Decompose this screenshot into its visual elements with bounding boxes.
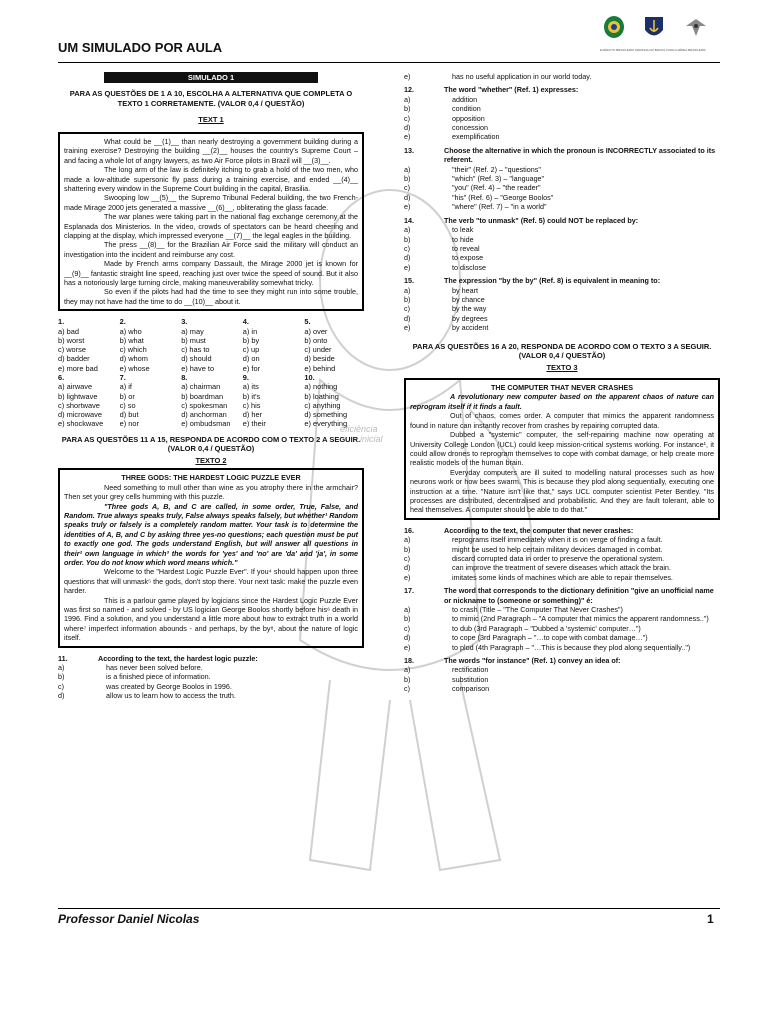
question-18: 18. The words "for instance" (Ref. 1) convey an idea of: xyxy=(404,656,621,666)
option: a) has never been solved before. xyxy=(58,663,203,672)
option: c) "you" (Ref. 4) – "the reader" xyxy=(404,183,541,193)
question-16: 16. According to the text, the computer that never crashes: xyxy=(404,525,634,535)
option: c) discard corrupted data in order to preserve the operational system. xyxy=(404,553,665,563)
text2-paragraph: Welcome to the "Hardest Logic Puzzle Ever". If you⁴ should happen upon three questions that will unmask⁵ the gods, don't stop there. Your next task: make the puzzle even harder. xyxy=(64,567,358,596)
question-options: 1. a) bad b) worst c) worse d) badder e) more bad xyxy=(58,317,98,373)
option: b) by chance xyxy=(404,294,485,304)
text1-box xyxy=(58,132,364,311)
question-options: 5. a) over b) onto c) under d) beside e) behind xyxy=(304,317,336,373)
footer-author: Professor Daniel Nicolas xyxy=(58,912,200,926)
option: c) to dub (3rd Paragraph – "Dubbed a 'systemic' computer…") xyxy=(404,623,641,633)
option: e) imitates some kinds of machines which are able to repair themselves. xyxy=(404,572,673,582)
option: c) opposition xyxy=(404,113,485,123)
option: d) by degrees xyxy=(404,313,488,323)
text2-label: TEXTO 2 xyxy=(195,455,227,465)
option: d) can improve the treatment of severe diseases which attack the brain. xyxy=(404,563,671,573)
text1-paragraph: The war planes were taking part in the national flag exchange ceremony at the Esplanada dos Ministerios. In the video, crowds of spectators can be heard cheering and clapping at the display, which impressed everyone __(7)__ the legal eagles in the building. xyxy=(64,212,358,240)
question-options: 4. a) in b) by c) up d) on e) for xyxy=(242,317,261,373)
question-12: 12. The word "whether" (Ref. 1) expresses: xyxy=(404,85,579,95)
option: b) condition xyxy=(404,104,481,114)
text3-subtitle: A revolutionary new computer based on the apparent chaos of nature can reprogram itself if it finds a fault. xyxy=(410,392,714,411)
answer-options-1-5 xyxy=(58,317,364,429)
footer-divider xyxy=(58,908,720,909)
simulado-title: SIMULADO 1 xyxy=(104,72,318,83)
question-14: 14. The verb "to unmask" (Ref. 5) could NOT be replaced by: xyxy=(404,215,639,225)
option: a) rectification xyxy=(404,665,489,675)
watermark-text: eficiência inicial xyxy=(340,424,383,444)
air-force-emblem-icon xyxy=(684,14,708,42)
option: c) comparison xyxy=(404,684,490,694)
text1-paragraph: The long arm of the law is definitely itching to grab a hold of the two men, who made a low-altitude supersonic fly pass during a training exercise, and ended __(4)__ shattering every window in the Supreme Court building in the capital, Brasilia. xyxy=(64,165,358,193)
option: b) "which" (Ref. 3) – "language" xyxy=(404,174,545,184)
navy-emblem-icon xyxy=(642,14,666,42)
option: b) to hide xyxy=(404,234,474,244)
option: e) to plod (4th Paragraph – "…This is because they plod along sequentially..") xyxy=(404,642,691,652)
option: d) concession xyxy=(404,123,488,133)
option: d) allow us to learn how to access the truth. xyxy=(58,691,236,701)
question-options: 9. a) its b) it's c) his d) her e) their xyxy=(242,373,266,429)
text3-paragraph: Everyday computers are ill suited to modelling natural processes such as how neurons work or how bees swarm. This is because they plod along sequentially, executing one instruction at a time. "Nature isn't like that," says UCL computer scientist Peter Bentley. "Its processes are distributed, decentralised and probabilistic. And they are fault tolerant, able to heal themselves. A computer should be able to do that." xyxy=(410,467,714,515)
instruction-3: PARA AS QUESTÕES 16 A 20, RESPONDA DE ACORDO COM O TEXTO 3 A SEGUIR. (VALOR 0,4 / QUESTÃO) xyxy=(412,341,712,361)
question-options: 6. a) airwave b) lightwave c) shortwave d) microwave e) shockwave xyxy=(58,373,104,429)
question-options: 8. a) chairman b) boardman c) spokesman d) anchorman e) ombudsman xyxy=(181,373,231,429)
option: a) to crash (Title – "The Computer That Never Crashes") xyxy=(404,605,623,614)
option: c) by the way xyxy=(404,304,487,314)
option: b) is a finished piece of information. xyxy=(58,672,211,682)
question-options: 7. a) if b) or c) so d) but e) nor xyxy=(119,373,139,429)
left-column xyxy=(58,72,364,701)
text1-paragraph: What could be __(1)__ than nearly destroying a government building during a training exercise? Destroying the building __(2)__ houses the country's Supreme Court – and facing a whole lot of angry lawyers, as two Air Force pilots in Brazil will __(3)__. xyxy=(64,136,358,165)
right-column xyxy=(404,72,720,694)
header-logos xyxy=(600,12,720,58)
text3-paragraph: Out of chaos, comes order. A computer that mimics the apparent randomness found in nature can instantly recover from crashes by repairing corrupted data. xyxy=(410,411,714,430)
option: e) exemplification xyxy=(404,132,500,142)
option: e) has no useful application in our world today. xyxy=(404,72,592,81)
option: a) by heart xyxy=(404,285,478,295)
text1-paragraph: The press __(8)__ for the Brazilian Air Force said the military will conduct an investigation into the incident and reimburse any cost. xyxy=(64,240,358,259)
option: b) might be used to help certain military devices damaged in combat. xyxy=(404,544,663,554)
text3-paragraph: Dubbed a "systemic" computer, the self-repairing machine now operating at University College London (UCL) could keep mission-critical systems working. For instance¹, it could allow drones to reprogram themselves to cope with combat damage, or help create more realistic models of the human brain. xyxy=(410,430,714,468)
option: d) "his" (Ref. 6) – "George Boolos" xyxy=(404,192,554,202)
text1-paragraph: Made by French arms company Dassault, the Mirage 2000 jet is known for __(9)__ fantastic straight line speed, reaching just over twice the speed of sound. But it also has a notoriously large turning circle, making maneuverability somewhat tricky. xyxy=(64,259,358,287)
question-15: 15. The expression "by the by" (Ref. 8) is equivalent in meaning to: xyxy=(404,276,661,286)
text1-paragraph: So even if the pilots had had the time to see they might run into some trouble, they may not have had the time to do __(10)__ about it. xyxy=(64,287,358,306)
text2-paragraph: Need something to mull other than wine as you atrophy there in the armchair? Then set your grey cells humming with this puzzle. xyxy=(64,482,358,502)
text3-box xyxy=(404,378,720,520)
option: a) "their" (Ref. 2) – "questions" xyxy=(404,164,541,174)
army-emblem-icon xyxy=(602,14,626,42)
question-11: 11. According to the text, the hardest logic puzzle: xyxy=(58,653,258,663)
question-options: 10. a) nothing b) loathing c) anything d) something e) everything xyxy=(304,373,348,429)
option: b) to mimic (2nd Paragraph – "A computer that mimics the apparent randomness..") xyxy=(404,614,709,624)
option: a) to leak xyxy=(404,225,474,235)
option: e) by accident xyxy=(404,323,489,333)
header-divider xyxy=(58,62,720,63)
option: e) "where" (Ref. 7) – "in a world" xyxy=(404,202,547,212)
option: b) substitution xyxy=(404,674,489,684)
option: c) was created by George Boolos in 1996. xyxy=(58,681,232,691)
text2-title: THREE GODS: THE HARDEST LOGIC PUZZLE EVER xyxy=(121,473,301,483)
option: d) to cope (3rd Paragraph – "…to cope with combat damage…") xyxy=(404,633,648,643)
instruction-1: PARA AS QUESTÕES DE 1 A 10, ESCOLHA A ALTERNATIVA QUE COMPLETA O TEXTO 1 CORRETAMENTE. (VALOR 0,4 / QUESTÃO) xyxy=(69,89,353,108)
question-options: 3. a) may b) must c) has to d) should e) have to xyxy=(181,317,215,373)
option: a) reprograms itself immediately when it is on verge of finding a fault. xyxy=(404,535,663,545)
text1-label: TEXT 1 xyxy=(198,115,224,125)
option: c) to reveal xyxy=(404,243,480,253)
question-13: 13. Choose the alternative in which the pronoun is INCORRECTLY associated to its referent. xyxy=(404,145,716,165)
text3-title: THE COMPUTER THAT NEVER CRASHES xyxy=(490,383,634,393)
text1-paragraph: Swooping low __(5)__ the Supremo Tribunal Federal building, the two French-made Mirage 2000 jets generated a massive __(6)__, obliterating the glass facade. xyxy=(64,193,358,212)
option: a) addition xyxy=(404,94,478,104)
page-number: 1 xyxy=(707,912,714,926)
text2-paragraph: This is a parlour game played by logicians since the Hardest Logic Puzzle Ever was first so named - and solved - by US logician George Boolos shortly before his⁶ death in 1996. Find a solution, and you understand a little more about how to extract truth in a world where⁷ imperfect information abounds - and perhaps, by the by⁸, about the nature of logic itself. xyxy=(64,595,358,643)
logo-captions: EXÉRCITO BRASILEIRO MARINHA DO BRASIL FORÇA AÉREA BRASILEIRA xyxy=(600,48,706,52)
option: e) to disclose xyxy=(404,262,486,272)
instruction-2: PARA AS QUESTÕES 11 A 15, RESPONDA DE ACORDO COM O TEXTO 2 A SEGUIR. (VALOR 0,4 / QUESTÃO) xyxy=(61,434,361,454)
option: d) to expose xyxy=(404,253,484,263)
text3-label: TEXTO 3 xyxy=(546,362,578,372)
page-header-title: UM SIMULADO POR AULA xyxy=(58,40,223,55)
question-options: 2. a) who b) what c) which d) whom e) whose xyxy=(119,317,150,373)
question-17: 17. The word that corresponds to the dictionary definition "give an unofficial name or nickname to (someone or something)" é: xyxy=(404,586,714,605)
text2-paragraph: "Three gods A, B, and C are called, in some order, True, False, and Random. True always speaks truly, False always speaks falsely, but whether¹ Random speaks truly or falsely is a completely random matter. Your task is to determine the identities of A, B, and C by asking three yes-no questions; each question must be put to exactly one god. The gods understand English, but will answer all questions in their² own language in which³ the words for 'yes' and 'no' are 'da' and 'ja', in some order. You do not know which word means which." xyxy=(64,501,358,567)
text2-box xyxy=(58,468,364,647)
